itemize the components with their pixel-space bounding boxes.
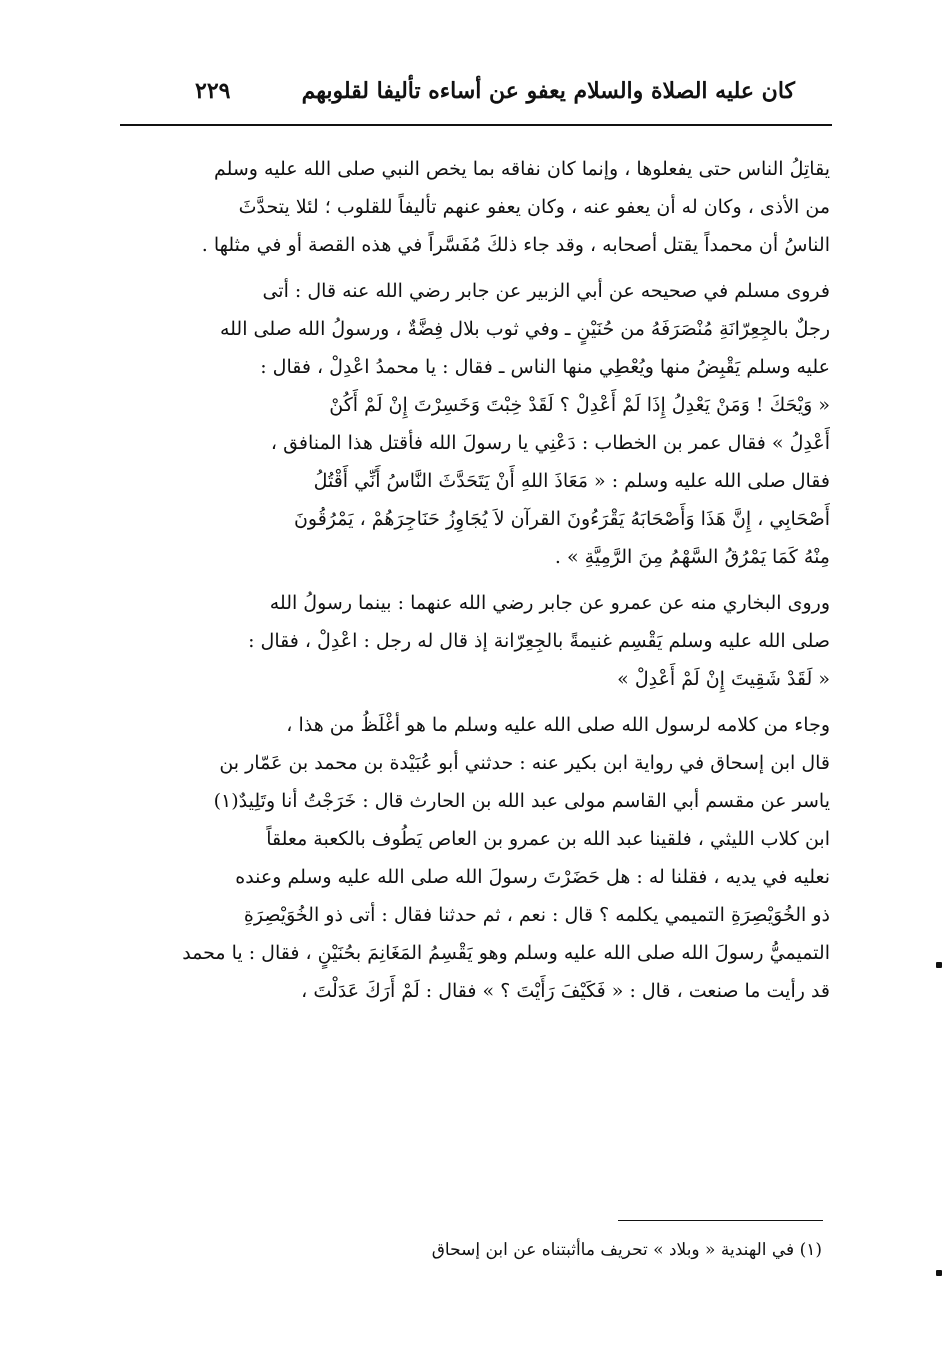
paragraph-3 [165, 584, 830, 698]
scan-mark [936, 962, 942, 968]
text-line: وروى البخاري منه عن عمرو عن جابر رضي الله عنهما : بينما رسولُ الله [269, 592, 830, 614]
text-line: الناسُ أن محمداً يقتل أصحابه ، وقد جاء ذلكَ مُفَسَّراً في هذه القصة أو في مثلها . [201, 234, 830, 256]
text-line: من الأذى ، وكان له أن يعفو عنه ، وكان يعفو عنهم تأليفاً للقلوب ؛ لئلا يتحدَّثَ [238, 196, 830, 218]
text-line: عليه وسلم يَقْبِضُ منها ويُعْطِي منها الناس ـ فقال : يا محمدُ اعْدِلْ ، فقال : [260, 356, 830, 378]
text-line: مِنْهُ كَمَا يَمْرُقُ السَّهْمُ مِنَ الرَّمِيَّةِ » . [554, 546, 830, 568]
text-line: وجاء من كلامه لرسول الله صلى الله عليه وسلم ما هو أغْلَظُ من هذا ، [286, 714, 830, 736]
text-line: قد رأيت ما صنعت ، قال : « فَكَيْفَ رَأَيْتَ ؟ » فقال : لَمْ أَرَكَ عَدَلْتَ ، [301, 980, 830, 1002]
scan-mark [936, 1270, 942, 1276]
text-line: فقال صلى الله عليه وسلم : « مَعَاذَ اللهِ أَنْ يَتَحَدَّثَ النَّاسُ أَنِّي أَقْتُلُ [313, 470, 830, 492]
text-line: « وَيْحَكَ ! وَمَنْ يَعْدِلُ إِذَا لَمْ أَعْدِلْ ؟ لَقَدْ خِبْتَ وَخَسِرْتَ إِنْ لَمْ أَكُنْ [329, 394, 830, 416]
text-line: قال ابن إسحاق في رواية ابن بكير عنه : حدثني أبو عُبَيْدة بن محمد بن عَمّار بن [219, 752, 830, 774]
page-header [195, 72, 795, 116]
text-line: ابن كلاب الليثي ، فلقينا عبد الله بن عمرو بن العاص يَطُوف بالكعبة معلقاً [266, 828, 830, 850]
footnote: (١) في الهندية « وبلاد » تحريف ماأثبتناه عن ابن إسحاق [431, 1240, 822, 1260]
paragraph-4 [165, 706, 830, 1010]
text-line: ياسر عن مقسم أبي القاسم مولى عبد الله بن الحارث قال : خَرَجْتُ أنا وتَلِيدٌ(١) [213, 790, 830, 812]
footnote-rule [618, 1220, 823, 1221]
text-line: « لَقَدْ شَقِيتَ إِنْ لَمْ أَعْدِلْ » [617, 668, 830, 690]
paragraph-1 [165, 150, 830, 264]
text-line: أَعْدِلُ » فقال عمر بن الخطاب : دَعْنِي يا رسولَ الله فأقتل هذا المنافق ، [270, 432, 830, 454]
header-rule [120, 124, 832, 126]
text-line: يقاتِلُ الناس حتى يفعلوها ، وإنما كان نفاقه بما يخص النبي صلى الله عليه وسلم [213, 158, 830, 180]
paragraph-2 [165, 272, 830, 576]
body-text [165, 150, 830, 1018]
text-line: رجلٌ بالجِعِرّانَةِ مُنْصَرَفَهُ من حُنَيْنٍ ـ وفي ثوب بلال فِضَّةٌ ، ورسولُ الله صلى الله [219, 318, 830, 340]
text-line: نعليه في يديه ، فقلنا له : هل حَضَرْتَ رسولَ الله صلى الله عليه وسلم وعنده [235, 866, 830, 888]
text-line: التميميُّ رسولَ الله صلى الله عليه وسلم وهو يَقْسِمُ المَغَانِمَ بحُنَيْنٍ ، فقال : يا محمد [182, 942, 830, 964]
text-line: فروى مسلم في صحيحه عن أبي الزبير عن جابر رضي الله عنه قال : أتى [262, 280, 830, 302]
text-line: ذو الخُوَيْصِرَةِ التميمي يكلمه ؟ قال : نعم ، ثم حدثنا فقال : أتى ذو الخُوَيْصِرَةِ [243, 904, 830, 926]
text-line: أَصْحَابِي ، إِنَّ هَذَا وَأَصْحَابَهُ يَقْرَءُونَ القرآن لاَ يُجَاوِزُ حَنَاجِرَهُمْ ، يَمْرُقُونَ [293, 508, 830, 530]
running-title: كان عليه الصلاة والسلام يعفو عن أساءه تأليفا لقلوبهم [301, 78, 795, 104]
text-line: صلى الله عليه وسلم يَقْسِم غنيمةً بالجِعِرّانة إذ قال له رجل : اعْدِلْ ، فقال : [248, 630, 830, 652]
page-number: ٢٢٩ [195, 78, 231, 104]
